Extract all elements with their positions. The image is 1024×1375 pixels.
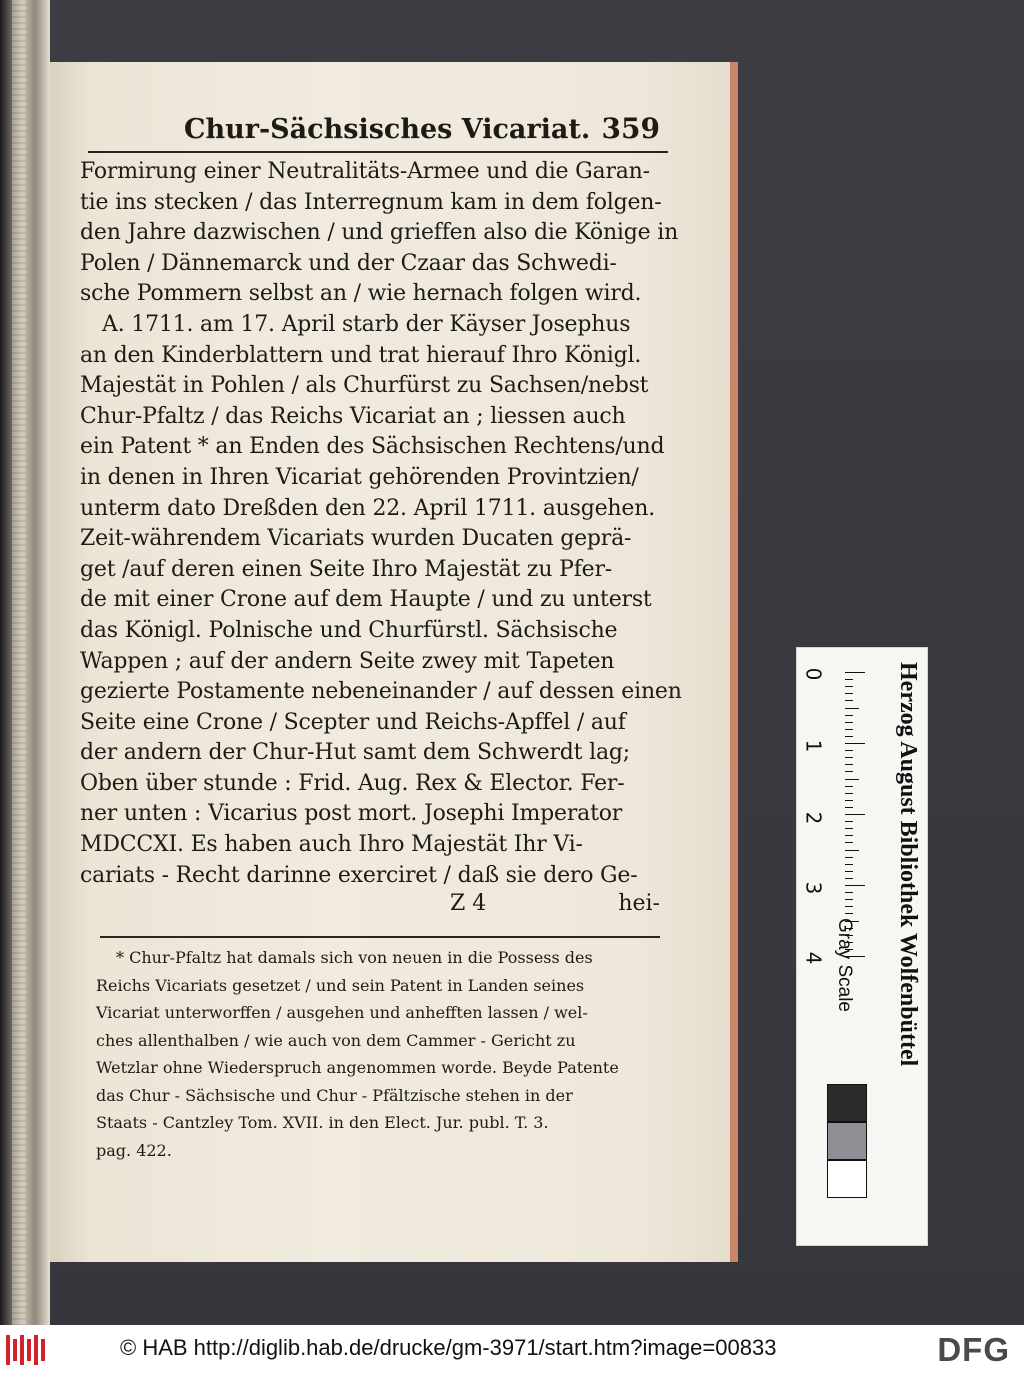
body-line: Polen / Dännemarck und der Czaar das Schwedi- xyxy=(80,250,617,276)
ruler-tick xyxy=(845,814,865,815)
footnote-line: Vicariat unterworffen / ausgehen und anhefften lassen / wel- xyxy=(96,1003,588,1022)
body-text xyxy=(80,157,682,891)
ruler-tick xyxy=(845,736,853,737)
body-line: an den Kinderblattern und trat hierauf Ihro Königl. xyxy=(80,342,642,368)
swatch-black xyxy=(827,1084,867,1122)
ruler-tick xyxy=(845,693,853,694)
ruler-tick xyxy=(845,786,853,787)
body-line: get /auf deren einen Seite Ihro Majestät zu Pfer- xyxy=(80,556,613,582)
hab-logo-icon xyxy=(6,1335,46,1365)
ruler-tick xyxy=(845,771,853,772)
body-line: ner unten : Vicarius post mort. Josephi Imperator xyxy=(80,801,623,827)
body-line: gezierte Postamente nebeneinander / auf dessen einen xyxy=(80,679,682,705)
ruler-tick xyxy=(845,850,859,851)
body-line: Zeit-währendem Vicariats wurden Ducaten geprä- xyxy=(80,526,632,552)
footnote xyxy=(96,944,676,1164)
body-line: tie ins stecken / das Interregnum kam in dem folgen- xyxy=(80,189,662,215)
color-scale-card xyxy=(796,647,928,1246)
ruler-tick xyxy=(845,835,853,836)
copyright-url[interactable]: © HAB http://diglib.hab.de/drucke/gm-3971/start.htm?image=00833 xyxy=(120,1335,777,1360)
body-line: der andern der Chur-Hut samt dem Schwerdt lag; xyxy=(80,740,630,766)
footnote-line: Reichs Vicariats gesetzet / und sein Patent in Landen seines xyxy=(96,975,585,995)
ruler-tick xyxy=(845,722,853,723)
ruler-tick xyxy=(845,906,853,907)
body-line: de mit einer Crone auf dem Haupte / und zu unterst xyxy=(80,587,652,613)
ruler-tick xyxy=(845,708,859,709)
signature-line xyxy=(80,891,668,916)
body-line: in denen in Ihren Vicariat gehörenden Provintzien/ xyxy=(80,464,639,490)
footnote-line: ches allenthalben / wie auch von dem Cammer - Gericht zu xyxy=(96,1030,576,1050)
ruler-number: 4 xyxy=(801,951,826,965)
body-line: unterm dato Dreßden den 22. April 1711. ausgehen. xyxy=(80,495,655,521)
ruler-tick xyxy=(845,686,853,687)
ruler-number: 2 xyxy=(801,811,826,825)
body-line: Chur-Pfaltz / das Reichs Vicariat an ; liessen auch xyxy=(80,403,626,429)
body-line: cariats - Recht darinne exerciret / daß sie dero Ge- xyxy=(80,862,638,888)
page-edges xyxy=(12,0,26,1325)
ruler-tick xyxy=(845,700,853,701)
ruler-tick xyxy=(845,715,853,716)
body-line: ein Patent * an Enden des Sächsischen Rechtens/und xyxy=(80,434,665,460)
gray-scale-label: Gray Scale xyxy=(834,918,855,1012)
running-head xyxy=(88,112,668,153)
body-line: sche Pommern selbst an / wie hernach folgen wird. xyxy=(80,281,642,307)
ruler-tick xyxy=(845,779,859,780)
ruler-tick xyxy=(845,913,853,914)
ruler-tick xyxy=(845,885,865,886)
ruler-tick xyxy=(845,857,853,858)
swatch-white xyxy=(827,1160,867,1198)
dfg-logo: DFG xyxy=(937,1331,1010,1368)
body-line: Seite eine Crone / Scepter und Reichs-Apffel / auf xyxy=(80,709,626,735)
signature-mark: Z 4 xyxy=(450,891,487,917)
footnote-line: das Chur - Sächsische und Chur - Pfältzische stehen in der xyxy=(96,1085,573,1105)
body-line: Formirung einer Neutralitäts-Armee und die Garan- xyxy=(80,159,650,184)
ruler-tick xyxy=(845,757,853,758)
ruler-tick xyxy=(845,864,853,865)
footer-bar xyxy=(0,1325,1024,1375)
ruler-tick xyxy=(845,793,853,794)
ruler-tick xyxy=(845,750,853,751)
body-line: Oben über stunde : Frid. Aug. Rex & Elector. Fer- xyxy=(80,770,625,796)
footnote-line: pag. 422. xyxy=(96,1140,172,1160)
footnote-line: * Chur-Pfaltz hat damals sich von neuen in die Possess des xyxy=(116,948,593,967)
ruler-number: 3 xyxy=(801,881,826,895)
body-line: Wappen ; auf der andern Seite zwey mit Tapeten xyxy=(80,648,615,674)
ruler-tick xyxy=(845,764,853,765)
ruler-tick xyxy=(845,892,853,893)
footnote-line: Wetzlar ohne Wiederspruch angenommen worde. Beyde Patente xyxy=(96,1058,619,1077)
ruler-tick xyxy=(845,842,853,843)
book-edge xyxy=(0,0,50,1325)
body-line: MDCCXI. Es haben auch Ihro Majestät Ihr Vi- xyxy=(80,832,583,858)
ruler-tick xyxy=(845,878,853,879)
ruler-number: 1 xyxy=(801,739,826,753)
ruler-tick xyxy=(845,679,853,680)
body-line: Majestät in Pohlen / als Churfürst zu Sachsen/nebst xyxy=(80,373,649,399)
swatch-gray xyxy=(827,1122,867,1160)
footnote-line: Staats - Cantzley Tom. XVII. in den Elect. Jur. publ. T. 3. xyxy=(96,1113,549,1132)
body-line: A. 1711. am 17. April starb der Käyser Josephus xyxy=(102,311,631,337)
ruler-tick xyxy=(845,800,853,801)
body-line: den Jahre dazwischen / und grieffen also die Könige in xyxy=(80,220,679,246)
page-number: 359 xyxy=(601,112,660,145)
ruler-tick xyxy=(845,821,853,822)
body-line: das Königl. Polnische und Churfürstl. Sächsische xyxy=(80,617,618,643)
page-text xyxy=(80,112,682,917)
ruler-number: 0 xyxy=(801,667,826,681)
ruler-tick xyxy=(845,672,865,673)
running-head-title: Chur-Sächsisches Vicariat. xyxy=(184,114,591,145)
institution-name: Herzog August Bibliothek Wolfenbüttel xyxy=(895,662,921,1067)
ruler-tick xyxy=(845,743,865,744)
ruler-tick xyxy=(845,729,853,730)
ruler-tick xyxy=(845,899,853,900)
ruler-tick xyxy=(845,828,853,829)
ruler-tick xyxy=(845,807,853,808)
ruler-tick xyxy=(845,871,853,872)
footnote-rule xyxy=(100,936,660,938)
catchword: hei- xyxy=(618,891,660,917)
